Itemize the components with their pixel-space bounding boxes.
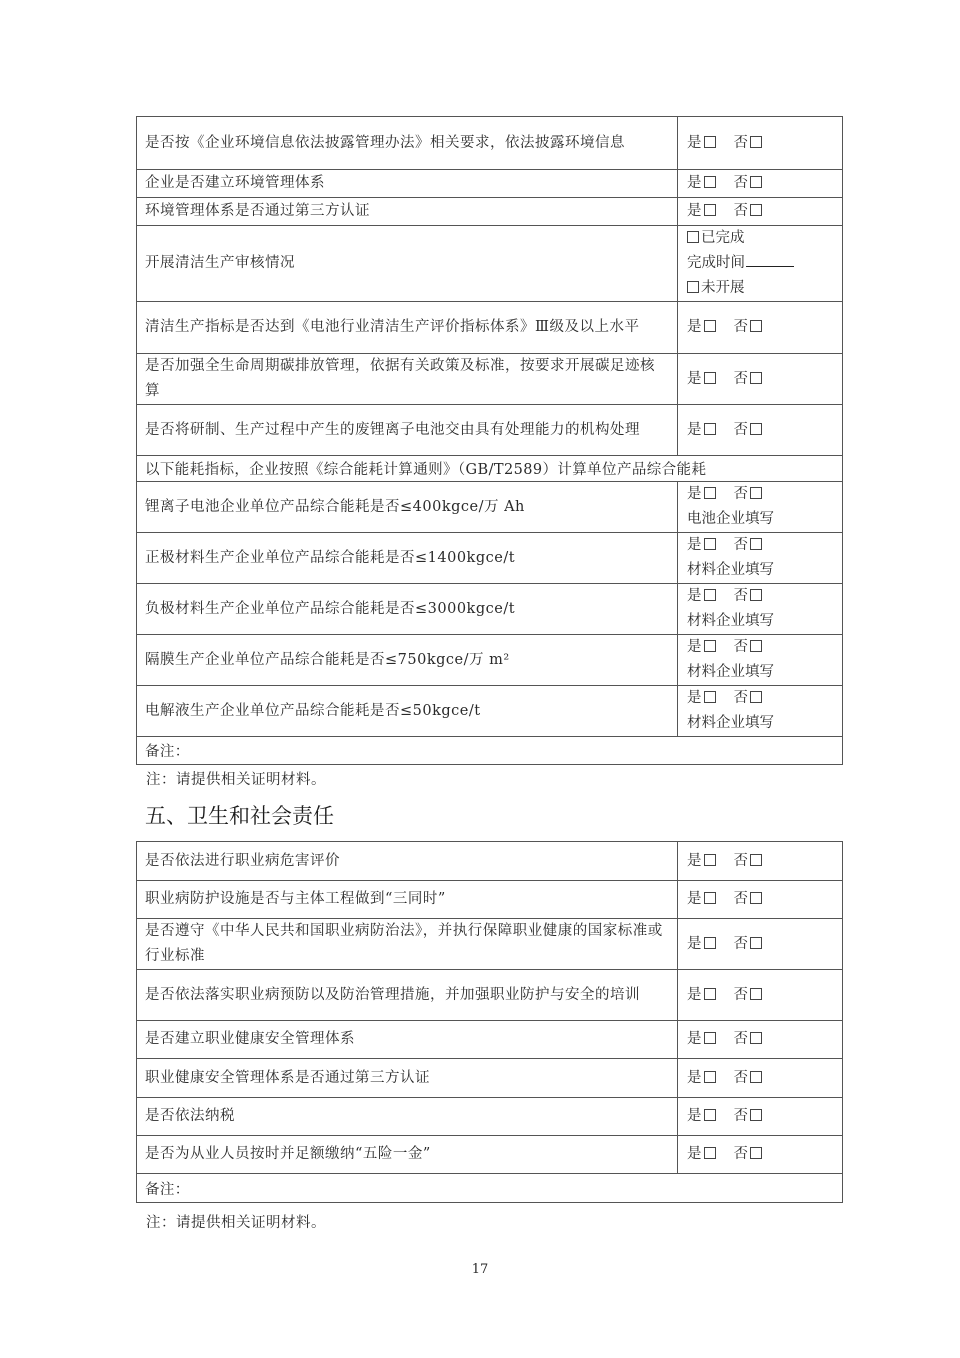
table-row	[137, 353, 842, 404]
yes-option[interactable]: 是	[687, 131, 716, 156]
no-option[interactable]: 否	[734, 635, 763, 660]
checkbox-icon[interactable]	[750, 937, 762, 949]
no-option[interactable]: 否	[734, 686, 763, 711]
fill-note: 材料企业填写	[687, 613, 774, 629]
checkbox-icon[interactable]	[750, 1109, 762, 1121]
checkbox-icon[interactable]	[750, 372, 762, 384]
checkbox-icon[interactable]	[704, 937, 716, 949]
no-option[interactable]: 否	[734, 482, 763, 507]
checkbox-icon[interactable]	[750, 176, 762, 188]
answer-cell	[678, 919, 842, 969]
answer-cell	[678, 1021, 842, 1058]
table-row	[137, 225, 842, 301]
question-cell: 清洁生产指标是否达到《电池行业清洁生产评价指标体系》Ⅲ级及以上水平	[137, 302, 678, 353]
yes-option[interactable]: 是	[687, 315, 716, 340]
no-option[interactable]: 否	[734, 584, 763, 609]
remarks-row[interactable]	[137, 736, 842, 764]
footnote: 注：请提供相关证明材料。	[146, 772, 326, 788]
answer-cell	[678, 1059, 842, 1097]
remarks-row[interactable]	[137, 1173, 842, 1202]
checkbox-icon[interactable]	[704, 1147, 716, 1159]
table-row	[137, 583, 842, 634]
social-responsibility-table	[136, 841, 843, 1203]
checkbox-icon[interactable]	[704, 640, 716, 652]
yes-option[interactable]: 是	[687, 367, 716, 392]
checkbox-icon[interactable]	[704, 487, 716, 499]
no-option[interactable]: 否	[734, 983, 763, 1008]
checkbox-icon[interactable]	[750, 854, 762, 866]
yes-option[interactable]: 是	[687, 849, 716, 874]
energy-intro-cell: 以下能耗指标，企业按照《综合能耗计算通则》（GB/T2589）计算单位产品综合能耗	[145, 462, 707, 478]
yes-option[interactable]: 是	[687, 887, 716, 912]
question-cell: 是否遵守《中华人民共和国职业病防治法》，并执行保障职业健康的国家标准或行业标准	[137, 919, 678, 969]
answer-cell	[678, 686, 842, 736]
checkbox-icon[interactable]	[750, 320, 762, 332]
no-option[interactable]: 否	[734, 171, 763, 196]
table-row	[137, 169, 842, 197]
table-row	[137, 532, 842, 583]
checkbox-icon[interactable]	[750, 1147, 762, 1159]
question-cell: 锂离子电池企业单位产品综合能耗是否≤400kgce/万 Ah	[137, 482, 678, 532]
no-option[interactable]: 否	[734, 315, 763, 340]
table-row-full	[137, 455, 842, 481]
remarks-label: 备注：	[145, 744, 190, 760]
answer-cell	[678, 117, 842, 169]
page-number: 17	[471, 1262, 489, 1277]
checkbox-icon[interactable]	[704, 372, 716, 384]
answer-cell	[678, 405, 842, 455]
checkbox-icon[interactable]	[750, 589, 762, 601]
answer-cell	[678, 354, 842, 404]
question-cell: 隔膜生产企业单位产品综合能耗是否≤750kgce/万 m²	[137, 635, 678, 685]
checkbox-icon[interactable]	[750, 640, 762, 652]
completed-option[interactable]: 已完成	[687, 226, 833, 251]
table-row	[137, 117, 842, 169]
checkbox-icon[interactable]	[704, 204, 716, 216]
no-option[interactable]: 否	[734, 887, 763, 912]
checkbox-icon[interactable]	[750, 1071, 762, 1083]
checkbox-icon[interactable]	[750, 1032, 762, 1044]
fill-note: 电池企业填写	[687, 511, 774, 527]
no-option[interactable]: 否	[734, 1104, 763, 1129]
question-cell: 环境管理体系是否通过第三方认证	[137, 198, 678, 225]
question-cell: 开展清洁生产审核情况	[137, 226, 678, 301]
yes-option[interactable]: 是	[687, 686, 716, 711]
answer-cell	[678, 302, 842, 353]
checkbox-icon[interactable]	[750, 204, 762, 216]
no-option[interactable]: 否	[734, 849, 763, 874]
question-cell: 是否建立职业健康安全管理体系	[137, 1021, 678, 1058]
yes-option[interactable]: 是	[687, 1142, 716, 1167]
yes-option[interactable]: 是	[687, 418, 716, 443]
checkbox-icon[interactable]	[704, 176, 716, 188]
question-cell: 企业是否建立环境管理体系	[137, 170, 678, 197]
yes-option[interactable]: 是	[687, 1104, 716, 1129]
checkbox-icon[interactable]	[704, 691, 716, 703]
answer-cell	[678, 533, 842, 583]
no-option[interactable]: 否	[734, 932, 763, 957]
checkbox-icon[interactable]	[704, 538, 716, 550]
checkbox-icon[interactable]	[704, 988, 716, 1000]
question-cell: 是否依法纳税	[137, 1098, 678, 1135]
no-option[interactable]: 否	[734, 199, 763, 224]
checkbox-icon[interactable]	[704, 320, 716, 332]
no-option[interactable]: 否	[734, 533, 763, 558]
answer-cell	[678, 482, 842, 532]
question-cell: 是否依法进行职业病危害评价	[137, 842, 678, 880]
checkbox-icon[interactable]	[750, 892, 762, 904]
fill-note: 材料企业填写	[687, 664, 774, 680]
answer-cell	[678, 584, 842, 634]
checkbox-icon[interactable]	[704, 136, 716, 148]
question-cell: 职业病防护设施是否与主体工程做到“三同时”	[137, 881, 678, 918]
checkbox-icon[interactable]	[704, 854, 716, 866]
table-row	[137, 918, 842, 969]
no-option[interactable]: 否	[734, 1066, 763, 1091]
table-row	[137, 685, 842, 736]
table-row	[137, 1020, 842, 1058]
checkbox-icon[interactable]	[687, 231, 699, 243]
no-option[interactable]: 否	[734, 418, 763, 443]
answer-cell	[678, 881, 842, 918]
fill-note: 材料企业填写	[687, 715, 774, 731]
table-row	[137, 880, 842, 918]
checkbox-icon[interactable]	[750, 988, 762, 1000]
table-row	[137, 481, 842, 532]
question-cell: 负极材料生产企业单位产品综合能耗是否≤3000kgce/t	[137, 584, 678, 634]
checkbox-icon[interactable]	[704, 1109, 716, 1121]
table-row	[137, 969, 842, 1020]
checkbox-icon[interactable]	[750, 691, 762, 703]
checkbox-icon[interactable]	[704, 589, 716, 601]
remarks-label: 备注：	[145, 1181, 190, 1198]
question-cell: 是否加强全生命周期碳排放管理，依据有关政策及标准，按要求开展碳足迹核算	[137, 354, 678, 404]
answer-cell	[678, 1098, 842, 1135]
answer-cell	[678, 635, 842, 685]
table-row	[137, 842, 842, 880]
answer-cell	[678, 1136, 842, 1173]
question-cell: 是否依法落实职业病预防以及防治管理措施，并加强职业防护与安全的培训	[137, 970, 678, 1020]
yes-option[interactable]: 是	[687, 533, 716, 558]
yes-option[interactable]: 是	[687, 171, 716, 196]
checkbox-icon[interactable]	[704, 1032, 716, 1044]
table-row	[137, 301, 842, 353]
yes-option[interactable]: 是	[687, 584, 716, 609]
answer-cell	[678, 842, 842, 880]
fill-note: 材料企业填写	[687, 562, 774, 578]
question-cell: 是否按《企业环境信息依法披露管理办法》相关要求，依法披露环境信息	[137, 117, 678, 169]
question-cell: 正极材料生产企业单位产品综合能耗是否≤1400kgce/t	[137, 533, 678, 583]
checkbox-icon[interactable]	[704, 423, 716, 435]
environment-table	[136, 116, 843, 765]
section-heading: 五、卫生和社会责任	[145, 804, 334, 828]
table-row	[137, 197, 842, 225]
question-cell: 是否将研制、生产过程中产生的废锂离子电池交由具有处理能力的机构处理	[137, 405, 678, 455]
no-option[interactable]: 否	[734, 367, 763, 392]
answer-cell	[678, 970, 842, 1020]
yes-option[interactable]: 是	[687, 1066, 716, 1091]
table-row	[137, 1097, 842, 1135]
checkbox-icon[interactable]	[704, 1071, 716, 1083]
no-option[interactable]: 否	[734, 1142, 763, 1167]
checkbox-icon[interactable]	[750, 423, 762, 435]
yes-option[interactable]: 是	[687, 482, 716, 507]
yes-option[interactable]: 是	[687, 199, 716, 224]
checkbox-icon[interactable]	[704, 892, 716, 904]
checkbox-icon[interactable]	[750, 136, 762, 148]
checkbox-icon[interactable]	[750, 538, 762, 550]
audit-answer-cell	[678, 226, 842, 301]
answer-cell	[678, 170, 842, 197]
yes-option[interactable]: 是	[687, 983, 716, 1008]
table-row	[137, 1135, 842, 1173]
yes-option[interactable]: 是	[687, 1027, 716, 1052]
completion-time-input[interactable]	[746, 252, 794, 267]
not-started-option[interactable]: 未开展	[687, 276, 833, 301]
question-cell: 职业健康安全管理体系是否通过第三方认证	[137, 1059, 678, 1097]
question-cell: 电解液生产企业单位产品综合能耗是否≤50kgce/t	[137, 686, 678, 736]
completion-time-field[interactable]: 完成时间	[687, 251, 833, 276]
no-option[interactable]: 否	[734, 131, 763, 156]
footnote: 注：请提供相关证明材料。	[146, 1215, 326, 1231]
answer-cell	[678, 198, 842, 225]
yes-option[interactable]: 是	[687, 932, 716, 957]
table-row	[137, 634, 842, 685]
yes-option[interactable]: 是	[687, 635, 716, 660]
checkbox-icon[interactable]	[687, 281, 699, 293]
question-cell: 是否为从业人员按时并足额缴纳“五险一金”	[137, 1136, 678, 1173]
table-row	[137, 1058, 842, 1097]
no-option[interactable]: 否	[734, 1027, 763, 1052]
checkbox-icon[interactable]	[750, 487, 762, 499]
table-row	[137, 404, 842, 455]
